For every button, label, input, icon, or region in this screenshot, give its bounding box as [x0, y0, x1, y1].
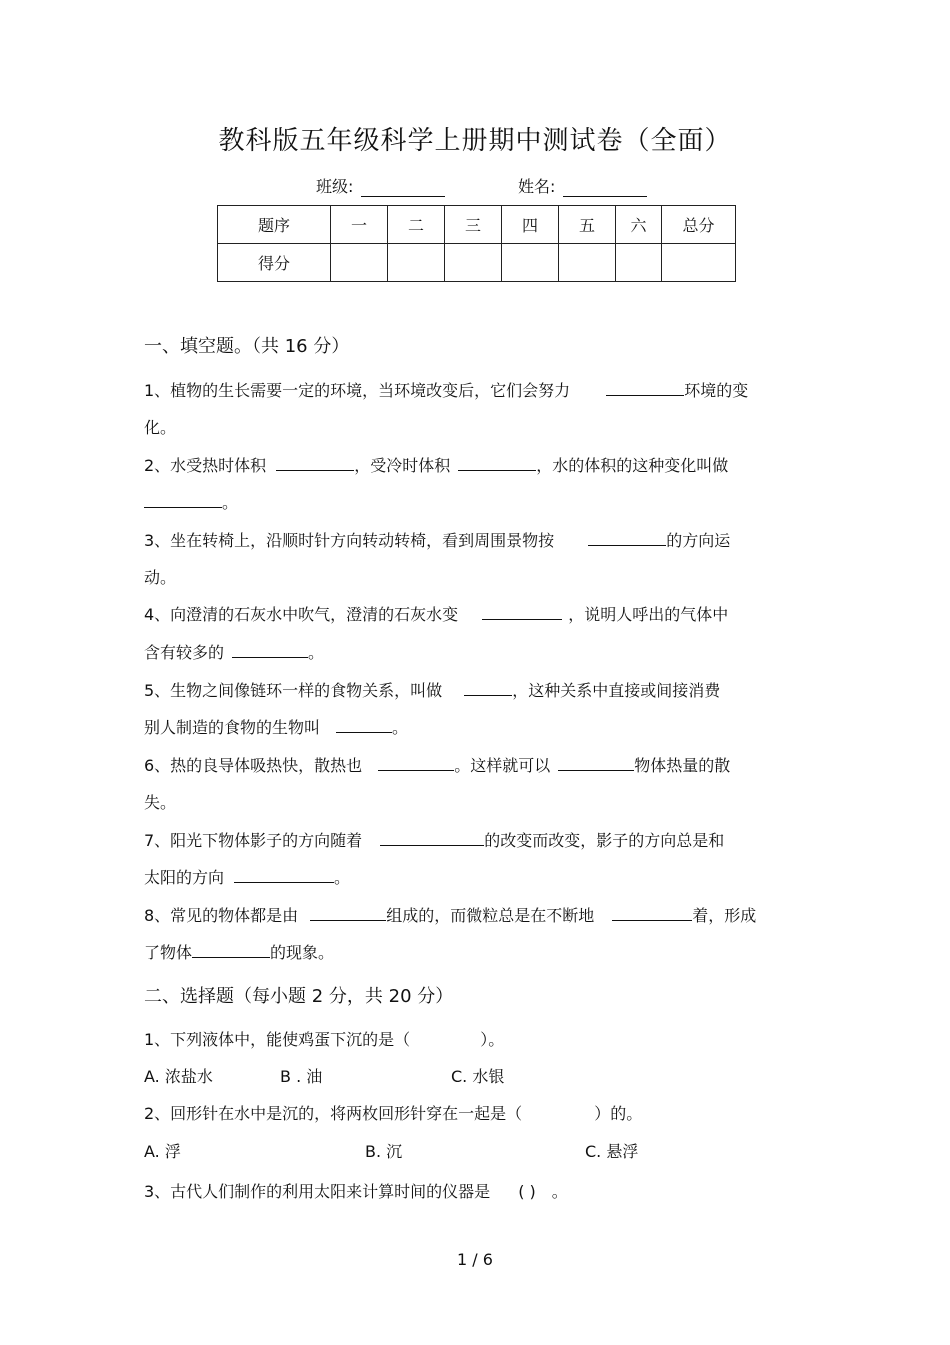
question-text: 的方向运	[666, 531, 731, 550]
choice-question-2	[144, 1101, 642, 1124]
question-5-line-2	[144, 715, 408, 738]
question-text: 3、古代人们制作的利用太阳来计算时间的仪器是	[144, 1182, 491, 1201]
choice-question-1	[144, 1027, 504, 1050]
answer-blank[interactable]	[310, 906, 386, 921]
question-text: 2、水受热时体积	[144, 456, 267, 475]
question-1-line-2: 化。	[144, 418, 177, 437]
table-header-cell: 四	[502, 206, 559, 244]
question-text: 3、坐在转椅上，沿顺时针方向转动转椅，看到周围景物按	[144, 531, 555, 550]
table-header-cell: 一	[331, 206, 388, 244]
question-text: 2、回形针在水中是沉的，将两枚回形针穿在一起是（	[144, 1104, 523, 1123]
score-cell[interactable]	[331, 244, 388, 282]
name-blank[interactable]	[563, 180, 647, 197]
score-cell[interactable]	[445, 244, 502, 282]
answer-blank[interactable]	[558, 756, 634, 771]
class-field	[316, 174, 445, 197]
answer-blank[interactable]	[378, 756, 454, 771]
question-text: 5、生物之间像链环一样的食物关系，叫做	[144, 681, 443, 700]
question-1-line-1	[144, 378, 748, 401]
question-7-line-2	[144, 865, 350, 888]
question-text: 7、阳光下物体影子的方向随着	[144, 831, 363, 850]
question-text: 别人制造的食物的生物叫	[144, 718, 321, 737]
class-blank[interactable]	[361, 180, 445, 197]
question-text: 物体热量的散	[634, 756, 731, 775]
section-heading-multiple-choice: 二、选择题（每小题 2 分，共 20 分）	[144, 986, 454, 1007]
question-text: 。	[222, 493, 239, 512]
question-text: ）的。	[594, 1104, 643, 1123]
score-cell[interactable]	[388, 244, 445, 282]
question-text: 4、向澄清的石灰水中吹气，澄清的石灰水变	[144, 605, 459, 624]
answer-blank[interactable]	[588, 531, 666, 546]
question-text: 。这样就可以	[454, 756, 551, 775]
option-c[interactable]: C. 悬浮	[585, 1142, 639, 1161]
score-cell[interactable]	[502, 244, 559, 282]
question-text: 太阳的方向	[144, 868, 225, 887]
answer-blank[interactable]	[144, 493, 222, 508]
option-a[interactable]: A. 浓盐水	[144, 1067, 213, 1086]
name-field	[518, 174, 647, 197]
score-table	[217, 205, 736, 282]
score-table-score-row	[218, 244, 736, 282]
question-text: 1、植物的生长需要一定的环境，当环境改变后，它们会努力	[144, 381, 571, 400]
option-b[interactable]: B. 沉	[365, 1142, 403, 1161]
question-text: 8、常见的物体都是由	[144, 906, 299, 925]
question-text: 着，形成	[692, 906, 757, 925]
section-heading-fill-in: 一、填空题。（共 16 分）	[144, 336, 350, 357]
question-4-line-1	[144, 602, 728, 625]
question-text: ）。	[480, 1030, 505, 1049]
question-text: 组成的，而微粒总是在不断地	[386, 906, 595, 925]
option-a[interactable]: A. 浮	[144, 1142, 181, 1161]
question-2-line-1	[144, 453, 728, 476]
answer-space[interactable]: ( )	[518, 1182, 536, 1201]
answer-blank[interactable]	[612, 906, 692, 921]
question-text: 。	[334, 868, 351, 887]
answer-blank[interactable]	[276, 456, 354, 471]
question-text: 。	[392, 718, 409, 737]
question-text: 了物体	[144, 943, 193, 962]
question-7-line-1	[144, 828, 724, 851]
question-2-line-2	[144, 490, 238, 513]
answer-blank[interactable]	[336, 718, 392, 733]
table-header-cell: 六	[616, 206, 662, 244]
answer-blank[interactable]	[234, 868, 334, 883]
question-text: 1、下列液体中，能使鸡蛋下沉的是（	[144, 1030, 411, 1049]
table-header-cell: 二	[388, 206, 445, 244]
question-text: 环境的变	[684, 381, 749, 400]
answer-blank[interactable]	[232, 643, 308, 658]
question-text: ，受冷时体积	[354, 456, 451, 475]
table-header-cell: 题序	[218, 206, 331, 244]
name-label: 姓名:	[518, 177, 556, 196]
table-header-cell: 三	[445, 206, 502, 244]
question-text: ，说明人呼出的气体中	[568, 605, 729, 624]
score-cell[interactable]	[559, 244, 616, 282]
question-3-line-2: 动。	[144, 568, 177, 587]
answer-blank[interactable]	[606, 381, 684, 396]
question-3-line-1	[144, 528, 730, 551]
page-number: 1 / 6	[457, 1250, 493, 1269]
question-text: 的现象。	[270, 943, 335, 962]
choice-question-3	[144, 1179, 568, 1202]
question-text: ，这种关系中直接或间接消费	[512, 681, 721, 700]
question-text: 的改变而改变，影子的方向总是和	[484, 831, 725, 850]
question-6-line-2: 失。	[144, 793, 177, 812]
score-cell[interactable]	[616, 244, 662, 282]
answer-blank[interactable]	[458, 456, 536, 471]
question-5-line-1	[144, 678, 720, 701]
question-8-line-2	[144, 940, 334, 963]
option-b[interactable]: B . 油	[280, 1067, 323, 1086]
document-title: 教科版五年级科学上册期中测试卷（全面）	[218, 126, 732, 156]
answer-blank[interactable]	[380, 831, 484, 846]
question-4-line-2	[144, 640, 324, 663]
answer-blank[interactable]	[464, 681, 512, 696]
answer-blank[interactable]	[192, 943, 270, 958]
question-text: ，水的体积的这种变化叫做	[536, 456, 729, 475]
table-header-cell: 五	[559, 206, 616, 244]
answer-blank[interactable]	[482, 605, 562, 620]
question-text: 6、热的良导体吸热快，散热也	[144, 756, 363, 775]
class-label: 班级:	[316, 177, 354, 196]
option-c[interactable]: C. 水银	[451, 1067, 505, 1086]
score-table-header-row	[218, 206, 736, 244]
question-text: 含有较多的	[144, 643, 225, 662]
question-6-line-1	[144, 753, 730, 776]
question-8-line-1	[144, 903, 756, 926]
question-text: 。	[308, 643, 325, 662]
score-cell[interactable]	[662, 244, 736, 282]
question-text: 。	[551, 1182, 568, 1201]
table-header-cell: 总分	[662, 206, 736, 244]
score-row-label: 得分	[218, 244, 331, 282]
